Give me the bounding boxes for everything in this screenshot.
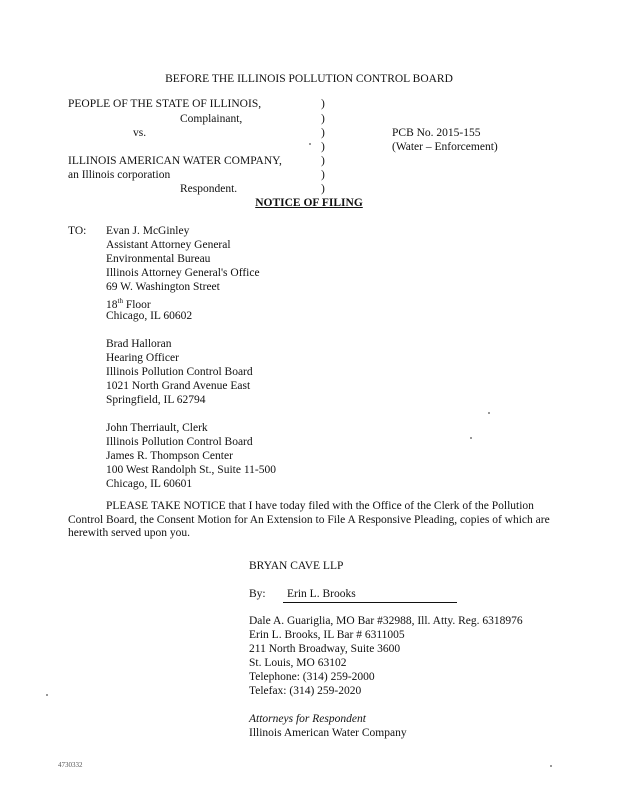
- scan-speck: [309, 143, 311, 145]
- notice-title: NOTICE OF FILING: [255, 197, 363, 209]
- board-title: BEFORE THE ILLINOIS POLLUTION CONTROL BOARD: [165, 73, 453, 85]
- recipient-1-line: Illinois Attorney General's Office: [106, 267, 260, 279]
- recipient-2-line: 1021 North Grand Avenue East: [106, 380, 251, 392]
- caption-defendant-role: Respondent.: [180, 183, 238, 195]
- recipient-1-city: Chicago, IL 60602: [106, 310, 193, 322]
- caption-paren: ): [321, 141, 325, 153]
- caption-defendant-desc: an Illinois corporation: [68, 169, 171, 181]
- caption-paren: ): [321, 169, 325, 181]
- recipient-3-line: 100 West Randolph St., Suite 11-500: [106, 464, 276, 476]
- recipient-2-line: Springfield, IL 62794: [106, 394, 206, 406]
- contact-line: Telefax: (314) 259-2020: [249, 685, 362, 697]
- contact-line: Dale A. Guariglia, MO Bar #32988, Ill. Atty. Reg. 6318976: [249, 615, 523, 627]
- signature-line: [283, 588, 457, 603]
- recipient-2-line: Hearing Officer: [106, 352, 179, 364]
- scan-speck: [488, 412, 490, 414]
- caption-paren: ): [321, 155, 325, 167]
- footer-code: 4730332: [58, 761, 83, 769]
- floor-number: 18: [106, 298, 118, 311]
- caption-paren: ): [321, 183, 325, 195]
- caption-paren: ): [321, 98, 325, 110]
- floor-suffix: th: [117, 297, 123, 305]
- caption-plaintiff-role: Complainant,: [180, 113, 243, 125]
- recipient-2-line: Brad Halloran: [106, 338, 172, 350]
- recipient-2-line: Illinois Pollution Control Board: [106, 366, 253, 378]
- contact-line: 211 North Broadway, Suite 3600: [249, 643, 401, 655]
- recipient-1-line: Evan J. McGinley: [106, 225, 190, 237]
- recipient-3-line: James R. Thompson Center: [106, 450, 233, 462]
- recipient-1-line: Environmental Bureau: [106, 253, 211, 265]
- caption-versus: vs.: [133, 127, 147, 139]
- floor-word: Floor: [122, 298, 151, 311]
- scan-speck: [550, 765, 552, 767]
- recipient-1-line: 69 W. Washington Street: [106, 281, 220, 293]
- caption-defendant: ILLINOIS AMERICAN WATER COMPANY,: [68, 155, 282, 167]
- recipient-1-line: Assistant Attorney General: [106, 239, 231, 251]
- contact-line: Erin L. Brooks, IL Bar # 6311005: [249, 629, 405, 641]
- caption-paren: ): [321, 127, 325, 139]
- contact-line: St. Louis, MO 63102: [249, 657, 347, 669]
- recipient-3-line: Illinois Pollution Control Board: [106, 436, 253, 448]
- case-number: PCB No. 2015-155: [392, 127, 481, 139]
- scan-speck: [46, 694, 48, 696]
- caption-paren: ): [321, 113, 325, 125]
- contact-line: Telephone: (314) 259-2000: [249, 671, 375, 683]
- to-label: TO:: [68, 225, 87, 237]
- attorneys-for: Attorneys for Respondent: [249, 713, 366, 725]
- scan-speck: [470, 437, 472, 439]
- case-type: (Water – Enforcement): [392, 141, 498, 153]
- firm-name: BRYAN CAVE LLP: [249, 560, 344, 572]
- signer-name: Erin L. Brooks: [283, 588, 457, 603]
- notice-body: PLEASE TAKE NOTICE that I have today filed with the Office of the Clerk of the Pollution Control Board, the Consent Motion for An Extension to File A Responsive Pleading, copies of which are herewith served upon you.: [68, 500, 550, 539]
- client-name: Illinois American Water Company: [249, 727, 407, 739]
- caption-plaintiff: PEOPLE OF THE STATE OF ILLINOIS,: [68, 98, 262, 110]
- recipient-3-line: John Therriault, Clerk: [106, 422, 208, 434]
- recipient-3-line: Chicago, IL 60601: [106, 478, 193, 490]
- signature-by-label: By:: [249, 588, 266, 600]
